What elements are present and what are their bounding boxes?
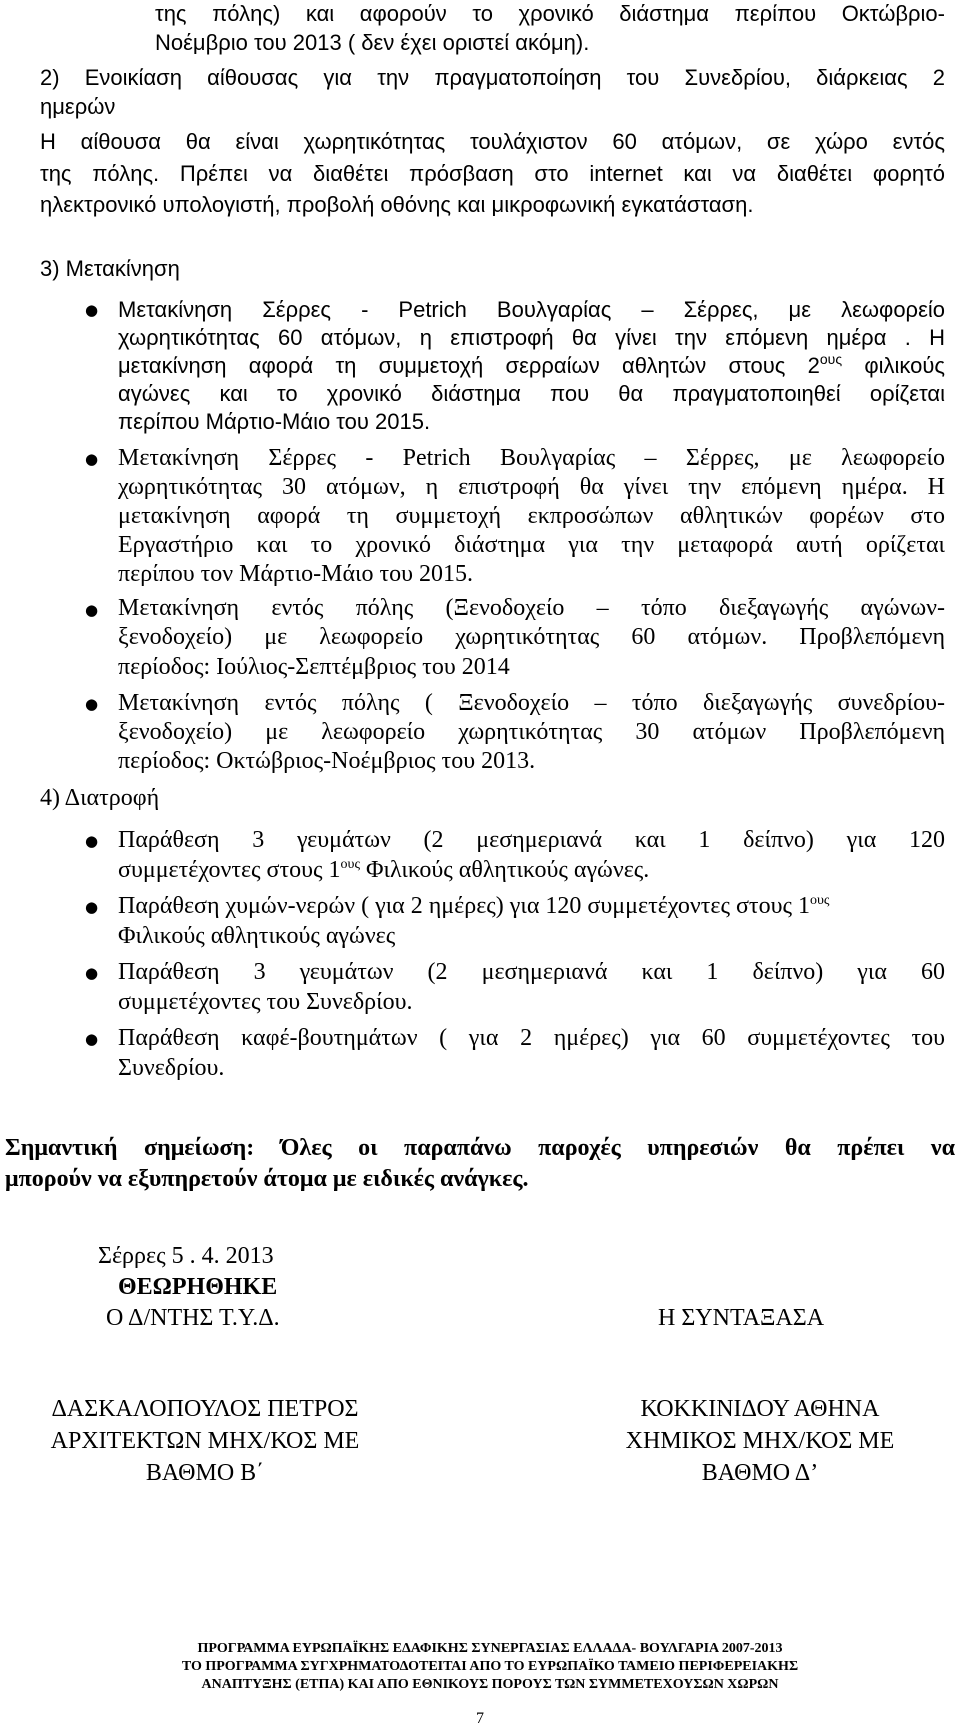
bullet-icon: ●: [85, 1030, 99, 1048]
text-line: Η αίθουσα θα είναι χωρητικότητας τουλάχιστον 60 ατόμων, σε χώρο εντός: [40, 129, 945, 154]
bullet-icon: ●: [85, 695, 99, 713]
page-number: 7: [476, 1710, 484, 1727]
text-line: Παράθεση 3 γευμάτων (2 μεσημεριανά και 1 δείπνο) για 60: [118, 959, 945, 985]
approved-label: ΘΕΩΡΗΘΗΚΕ: [118, 1274, 278, 1300]
text-line: περίπου Μάρτιο-Μάιο του 2015.: [118, 409, 431, 434]
right-signatory-grade: ΒΑΘΜΟ Δ’: [701, 1460, 819, 1486]
left-signatory-grade: ΒΑΘΜΟ Β΄: [145, 1460, 265, 1486]
text-line: περίοδος: Οκτώβριος-Νοέμβριος του 2013.: [118, 748, 536, 774]
text-line: Συνεδρίου.: [118, 1055, 225, 1081]
left-signatory-name: ΔΑΣΚΑΛΟΠΟΥΛΟΣ ΠΕΤΡΟΣ: [51, 1396, 359, 1422]
text-line: ηλεκτρονικό υπολογιστή, προβολή οθόνης και μικροφωνική εγκατάσταση.: [40, 192, 754, 217]
text-line: Εργαστήριο και το χρονικό διάστημα για την μεταφορά αυτή ορίζεται: [118, 532, 945, 558]
text-line: Νοέμβριο του 2013 ( δεν έχει οριστεί ακόμη).: [155, 30, 590, 55]
important-note: Σημαντική σημείωση: Όλες οι παραπάνω παροχές υπηρεσιών θα πρέπει να: [5, 1135, 955, 1161]
text-line: ημερών: [40, 94, 116, 119]
text-line: 2) Ενοικίαση αίθουσας για την πραγματοποίηση του Συνεδρίου, διάρκειας 2: [40, 65, 945, 90]
important-note: μπορούν να εξυπηρετούν άτομα με ειδικές ανάγκες.: [5, 1166, 529, 1192]
text-line: της πόλης. Πρέπει να διαθέτει πρόσβαση στο internet και να διαθέτει φορητό: [40, 161, 945, 186]
footer-line: ΤΟ ΠΡΟΓΡΑΜΜΑ ΣΥΓΧΡΗΜΑΤΟΔΟΤΕΙΤΑΙ ΑΠΟ ΤΟ ΕΥΡΩΠΑΪΚΟ ΤΑΜΕΙΟ ΠΕΡΙΦΕΡΕΙΑΚΗΣ: [181, 1659, 799, 1674]
right-signatory-role: Η ΣΥΝΤΑΞΑΣΑ: [658, 1305, 825, 1331]
text-line: Μετακίνηση εντός πόλης ( Ξενοδοχείο – τόπο διεξαγωγής συνεδρίου-: [118, 690, 945, 716]
bullet-icon: ●: [85, 964, 99, 982]
text-line: Μετακίνηση εντός πόλης (Ξενοδοχείο – τόπο διεξαγωγής αγώνων-: [118, 595, 945, 621]
text-line: της πόλης) και αφορούν το χρονικό διάστημα περίπου Οκτώβριο-: [155, 1, 945, 26]
text-line: Παράθεση 3 γευμάτων (2 μεσημεριανά και 1 δείπνο) για 120: [118, 827, 945, 853]
text-line: Παράθεση χυμών-νερών ( για 2 ημέρες) για 120 συμμετέχοντες στους $1^{o\upsilon\varsigma}$: [118, 893, 830, 919]
text-line: Μετακίνηση Σέρρες - Petrich Βουλγαρίας – Σέρρες, με λεωφορείο: [118, 297, 945, 322]
text-line: ξενοδοχείο) με λεωφορείο χωρητικότητας 60 ατόμων. Προβλεπόμενη: [118, 624, 945, 650]
text-line: αγώνες και το χρονικό διάστημα που θα πραγματοποιηθεί ορίζεται: [118, 381, 945, 406]
text-line: συμμετέχοντες στους $1^{o\upsilon\varsigma}$ Φιλικούς αθλητικούς αγώνες.: [118, 857, 650, 883]
right-signatory-name: ΚΟΚΚΙΝΙΔΟΥ ΑΘΗΝΑ: [640, 1396, 880, 1422]
text-line: περίπου τον Μάρτιο-Μάιο του 2015.: [118, 561, 474, 587]
section-heading: 4) Διατροφή: [40, 785, 160, 811]
text-line: μετακίνηση αφορά τη συμμετοχή σερραίων αθλητών στους $2^{o\upsilon\varsigma}$ φιλικούς: [118, 351, 945, 378]
text-line: Παράθεση καφέ-βουτημάτων ( για 2 ημέρες) για 60 συμμετέχοντες του: [118, 1025, 945, 1051]
text-line: χωρητικότητας 30 ατόμων, η επιστροφή θα γίνει την επόμενη ημέρα. Η: [118, 474, 945, 500]
signature-date: Σέρρες 5 . 4. 2013: [98, 1243, 274, 1269]
footer-line: ΠΡΟΓΡΑΜΜΑ ΕΥΡΩΠΑΪΚΗΣ ΕΔΑΦΙΚΗΣ ΣΥΝΕΡΓΑΣΙΑΣ ΕΛΛΑΔΑ- ΒΟΥΛΓΑΡΙΑ 2007-2013: [197, 1641, 783, 1656]
section-heading: 3) Μετακίνηση: [40, 256, 180, 281]
left-signatory-title: ΑΡΧΙΤΕΚΤΩΝ ΜΗΧ/ΚΟΣ ΜΕ: [50, 1428, 360, 1454]
text-line: περίοδος: Ιούλιος-Σεπτέμβριος του 2014: [118, 654, 510, 680]
bullet-icon: ●: [85, 898, 99, 916]
footer-line: ΑΝΑΠΤΥΞΗΣ (ΕΤΠΑ) ΚΑΙ ΑΠΟ ΕΘΝΙΚΟΥΣ ΠΟΡΟΥΣ ΤΩΝ ΣΥΜΜΕΤΕΧΟΥΣΩΝ ΧΩΡΩΝ: [201, 1677, 779, 1692]
text-line: Φιλικούς αθλητικούς αγώνες: [118, 923, 396, 949]
text-line: ξενοδοχείο) με λεωφορείο χωρητικότητας 30 ατόμων Προβλεπόμενη: [118, 719, 945, 745]
bullet-icon: ●: [85, 301, 99, 319]
text-line: χωρητικότητας 60 ατόμων, η επιστροφή θα γίνει την επόμενη ημέρα . Η: [118, 325, 945, 350]
text-line: συμμετέχοντες του Συνεδρίου.: [118, 989, 413, 1015]
text-line: μετακίνηση αφορά τη συμμετοχή εκπροσώπων αθλητικών φορέων στο: [118, 503, 945, 529]
right-signatory-title: ΧΗΜΙΚΟΣ ΜΗΧ/ΚΟΣ ΜΕ: [625, 1428, 895, 1454]
bullet-icon: ●: [85, 450, 99, 468]
bullet-icon: ●: [85, 832, 99, 850]
text-line: Μετακίνηση Σέρρες - Petrich Βουλγαρίας – Σέρρες, με λεωφορείο: [118, 445, 945, 471]
left-signatory-role: Ο Δ/ΝΤΗΣ Τ.Υ.Δ.: [106, 1305, 280, 1331]
bullet-icon: ●: [85, 601, 99, 619]
